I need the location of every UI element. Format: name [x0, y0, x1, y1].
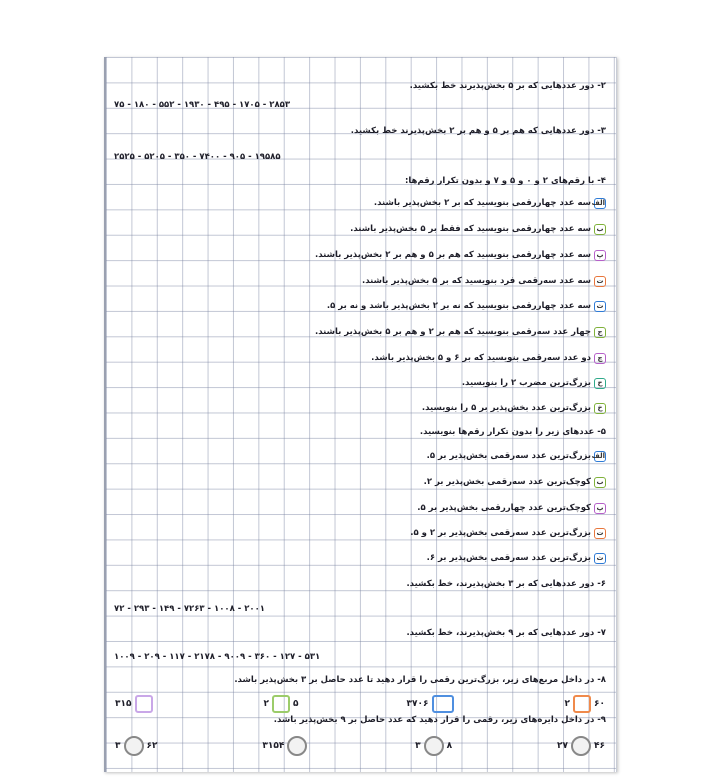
item-tag-se: ث [594, 301, 606, 312]
digits-after: ۳۱۵۴ [262, 741, 285, 751]
item-tag-alef: الف [591, 451, 605, 460]
item-text: سه عدد چهاررقمی بنویسید که بر ۲ بخش‌پذیر باشند. [373, 198, 591, 208]
answer-box-item [114, 695, 156, 713]
question-7-prompt: ۷- دور عددهایی که بر ۹ بخش‌پذیرند، خط بکشید. [406, 628, 606, 638]
digits-before: ۴۶ [594, 741, 605, 751]
answer-square[interactable] [573, 695, 591, 713]
item-tag-he: ح [594, 378, 606, 389]
item-text: بزرگ‌ترین عدد بخش‌پذیر بر ۵ را بنویسید. [421, 403, 591, 413]
digits-before: ۵ [293, 699, 299, 709]
item-tag-se: ث [594, 553, 606, 564]
answer-square[interactable] [135, 695, 153, 713]
question-4-item [114, 325, 606, 339]
question-2-prompt: ۲- دور عددهایی که بر ۵ بخش‌پذیرند خط بکشید. [409, 81, 606, 91]
answer-circle[interactable] [424, 736, 444, 756]
item-tag-be: ب [594, 224, 606, 235]
question-9-prompt: ۹- در داخل دایره‌های زیر، رقمی را قرار دهید که عدد حاصل بر ۹ بخش‌پذیر باشد. [273, 715, 606, 725]
digits-before: ۸ [446, 741, 453, 751]
item-tag-khe: خ [594, 403, 606, 414]
item-tag-be: ب [594, 477, 606, 488]
digits-before: ۶۰ [594, 699, 605, 709]
digits-before: ۶۲ [146, 741, 158, 751]
digits-after: ۳۷۰۶ [406, 699, 429, 709]
answer-circle-item [414, 736, 453, 756]
question-4-prompt: ۴- با رقم‌های ۲ و ۰ و ۵ و ۷ و بدون تکرار رقم‌ها: [404, 176, 606, 186]
question-6-numbers: ۷۲ - ۲۹۳ - ۱۴۹ - ۷۲۶۳ - ۱۰۰۸ - ۲۰۰۱ [114, 604, 265, 614]
answer-circle[interactable] [571, 736, 591, 756]
item-tag-alef: الف [591, 198, 605, 207]
answer-square[interactable] [432, 695, 454, 713]
item-text: بزرگ‌ترین عدد سه‌رقمی بخش‌پذیر بر ۲ و ۵. [410, 528, 591, 538]
digits-after: ۳۱۵ [115, 699, 132, 709]
item-text: سه عدد چهاررقمی بنویسید که هم بر ۵ و هم بر ۲ بخش‌پذیر باشند. [315, 250, 591, 260]
question-5-item [114, 551, 606, 565]
question-4-item [114, 376, 606, 390]
question-8-prompt: ۸- در داخل مربع‌های زیر، بزرگ‌ترین رقمی را قرار دهید تا عدد حاصل بر ۳ بخش‌پذیر باشد. [234, 675, 606, 685]
worksheet-page [104, 57, 617, 772]
item-text: سه عدد چهاررقمی بنویسید که فقط بر ۵ بخش‌پذیر باشند. [350, 224, 591, 234]
digits-after: ۲ [263, 699, 270, 709]
question-8-boxes [114, 693, 606, 715]
item-text: بزرگ‌ترین مضرب ۲ را بنویسید. [461, 378, 591, 388]
question-2-numbers: ۷۵ - ۱۸۰ - ۵۵۲ - ۱۹۳۰ - ۴۹۵ - ۱۷۰۵ - ۲۸۵۳ [114, 100, 291, 110]
digits-after: ۲۷ [557, 741, 568, 751]
question-4-item [114, 351, 606, 365]
question-4-item [114, 222, 606, 236]
item-text: بزرگ‌ترین عدد سه‌رقمی بخش‌پذیر بر ۶. [426, 553, 591, 563]
answer-circle[interactable] [124, 736, 144, 756]
answer-circle[interactable] [287, 736, 307, 756]
item-text: دو عدد سه‌رقمی بنویسید که بر ۶ و ۵ بخش‌پذیر باشد. [371, 353, 591, 363]
item-text: سه عدد سه‌رقمی فرد بنویسید که بر ۵ بخش‌پذیر باشند. [362, 276, 591, 286]
answer-circle-item [556, 736, 606, 756]
answer-circle-item [261, 736, 311, 756]
item-tag-te: ت [594, 528, 606, 539]
question-5-item [114, 475, 606, 489]
question-4-item [114, 401, 606, 415]
answer-box-item [263, 695, 300, 713]
question-4-item [114, 196, 606, 210]
answer-box-item [564, 695, 607, 713]
digits-after: ۳ [415, 741, 421, 751]
question-3-prompt: ۳- دور عددهایی که هم بر ۵ و هم بر ۲ بخش‌پذیرند خط بکشید. [350, 126, 606, 136]
question-7-numbers: ۱۰۰۹ - ۲۰۹ - ۱۱۷ - ۲۱۷۸ - ۹۰۰۹ - ۳۶۰ - ۱۲۷ - ۵۳۱ [114, 652, 321, 662]
item-text: کوچک‌ترین عدد چهاررقمی بخش‌پذیر بر ۵. [417, 503, 591, 513]
question-4-item [114, 274, 606, 288]
question-5-item [114, 449, 606, 463]
item-text: بزرگ‌ترین عدد سه‌رقمی بخش‌پذیر بر ۵. [426, 451, 591, 461]
question-4-item [114, 299, 606, 313]
item-tag-pe: پ [594, 250, 606, 261]
question-9-circles [114, 735, 606, 757]
question-5-item [114, 501, 606, 515]
question-4-item [114, 248, 606, 262]
digits-after: ۳ [115, 741, 121, 751]
item-tag-jim: ج [594, 327, 606, 338]
item-text: چهار عدد سه‌رقمی بنویسید که هم بر ۲ و هم بر ۵ بخش‌پذیر باشند. [315, 327, 591, 337]
question-6-prompt: ۶- دور عددهایی که بر ۳ بخش‌پذیرند، خط بکشید. [406, 579, 606, 589]
digits-after: ۲ [564, 699, 570, 709]
item-text: کوچک‌ترین عدد سه‌رقمی بخش‌پذیر بر ۲. [423, 477, 591, 487]
item-text: سه عدد چهاررقمی بنویسید که نه بر ۲ بخش‌پذیر باشد و نه بر ۵. [326, 301, 591, 311]
item-tag-che: چ [594, 353, 606, 364]
item-tag-pe: پ [594, 503, 606, 514]
question-5-prompt: ۵- عددهای زیر را بدون تکرار رقم‌ها بنویسید. [419, 427, 606, 437]
question-5-item [114, 526, 606, 540]
answer-square[interactable] [272, 695, 290, 713]
question-3-numbers: ۲۵۲۵ - ۵۲۰۵ - ۳۵۰ - ۷۴۰۰ - ۹۰۵ - ۱۹۵۸۵ [114, 152, 281, 162]
answer-box-item [406, 695, 458, 713]
item-tag-te: ت [594, 276, 606, 287]
answer-circle-item [114, 736, 159, 756]
